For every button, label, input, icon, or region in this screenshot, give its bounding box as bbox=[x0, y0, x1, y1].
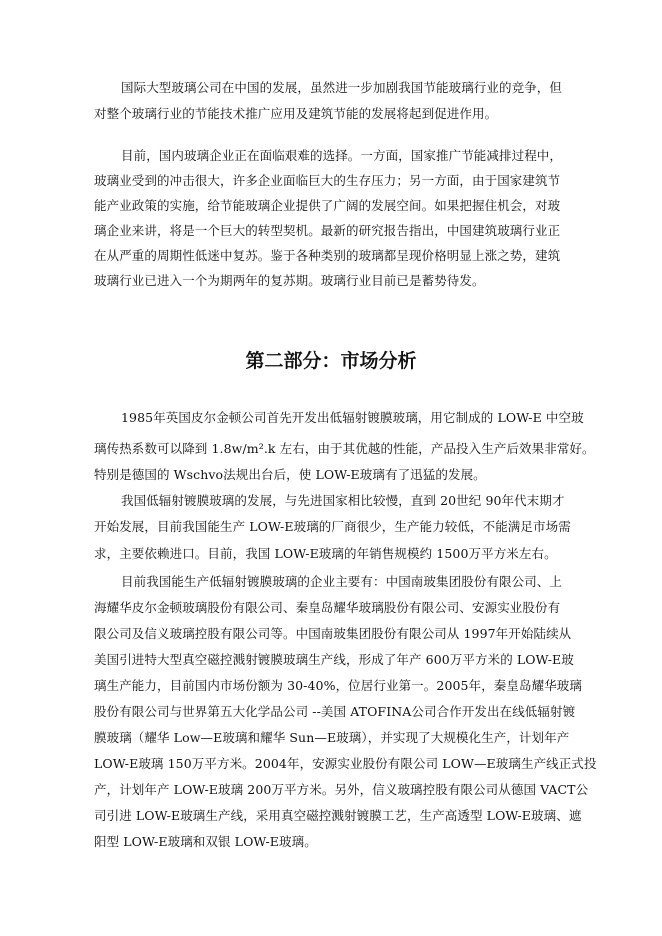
intro-p2-line-5: 在从严重的周期性低迷中复苏。鉴于各种类别的玻璃都呈现价格明显上涨之势，建筑 bbox=[94, 248, 561, 263]
intro-p2-line-6: 玻璃行业已进入一个为期两年的复苏期。玻璃行业目前已是蓄势待发。 bbox=[94, 273, 485, 288]
section-p3-line-4: 美国引进特大型真空磁控溅射镀膜玻璃生产线，形成了年产 600万平方米的 LOW-E玻 bbox=[94, 652, 574, 667]
section-p3-line-6: 股份有限公司与世界第五大化学品公司 --美国 ATOFINA公司合作开发出在线低辐射镀 bbox=[94, 704, 576, 719]
section-p3-line-7: 膜玻璃（耀华 Low—E玻璃和耀华 Sun—E玻璃），并实现了大规模化生产，计划年产 bbox=[94, 730, 570, 745]
section-p1-line-1: 1985年英国皮尔金顿公司首先开发出低辐射镀膜玻璃，用它制成的 LOW-E 中空玻 bbox=[121, 410, 584, 425]
intro-p1-line-1: 国际大型玻璃公司在中国的发展，虽然进一步加剧我国节能玻璃行业的竞争，但 bbox=[121, 80, 563, 95]
intro-p1-line-2: 对整个玻璃行业的节能技术推广应用及建筑节能的发展将起到促进作用。 bbox=[94, 106, 498, 121]
section-p2-line-2: 开始发展，目前我国能生产 LOW-E玻璃的厂商很少，生产能力较低，不能满足市场需 bbox=[94, 519, 571, 534]
section-p3-line-5: 璃生产能力，目前国内市场份额为 30-40%，位居行业第一。2005年，秦皇岛耀华玻璃 bbox=[94, 678, 582, 693]
section-p3-line-9: 产，计划年产 LOW-E玻璃 200万平方米。另外，信义玻璃控股有限公司从德国 VACT公 bbox=[94, 782, 589, 797]
section-p2-line-1: 我国低辐射镀膜玻璃的发展，与先进国家相比较慢，直到 20世纪 90年代末期才 bbox=[121, 493, 565, 508]
section-p3-line-10: 司引进 LOW-E玻璃生产线，采用真空磁控溅射镀膜工艺，生产高透型 LOW-E玻璃、遮 bbox=[94, 808, 582, 823]
intro-p2-line-4: 璃企业来讲，将是一个巨大的转型契机。最新的研究报告指出，中国建筑玻璃行业正 bbox=[94, 223, 561, 238]
intro-p2-line-3: 能产业政策的实施，给节能玻璃企业提供了广阔的发展空间。如果把握住机会，对玻 bbox=[94, 198, 561, 213]
section-p2-line-3: 求，主要依赖进口。目前，我国 LOW-E玻璃的年销售规模约 1500万平方米左右。 bbox=[94, 546, 557, 561]
section-p3-line-8: LOW-E玻璃 150万平方米。2004年，安源实业股份有限公司 LOW—E玻璃生产线正式投 bbox=[94, 756, 597, 771]
section-title: 第二部分：市场分析 bbox=[245, 350, 417, 372]
section-p1-line-3: 特别是德国的 Wschvo法规出台后，使 LOW-E玻璃有了迅猛的发展。 bbox=[94, 467, 486, 482]
intro-p2-line-1: 目前，国内玻璃企业正在面临艰难的选择。一方面，国家推广节能减排过程中， bbox=[121, 148, 563, 163]
section-p3-line-1: 目前我国能生产低辐射镀膜玻璃的企业主要有：中国南玻集团股份有限公司、上 bbox=[121, 574, 563, 589]
section-p3-line-2: 海耀华皮尔金顿玻璃股份有限公司、秦皇岛耀华玻璃股份有限公司、安源实业股份有 bbox=[94, 600, 561, 615]
section-p3-line-3: 限公司及信义玻璃控股有限公司等。中国南玻集团股份有限公司从 1997年开始陆续从 bbox=[94, 626, 572, 641]
section-p1-line-2: 璃传热系数可以降到 1.8w/m².k 左右，由于其优越的性能，产品投入生产后效果非常好。 bbox=[94, 441, 595, 456]
section-p3-line-11: 阳型 LOW-E玻璃和双银 LOW-E玻璃。 bbox=[94, 834, 317, 849]
intro-p2-line-2: 玻璃业受到的冲击很大，许多企业面临巨大的生存压力；另一方面，由于国家建筑节 bbox=[94, 173, 561, 188]
